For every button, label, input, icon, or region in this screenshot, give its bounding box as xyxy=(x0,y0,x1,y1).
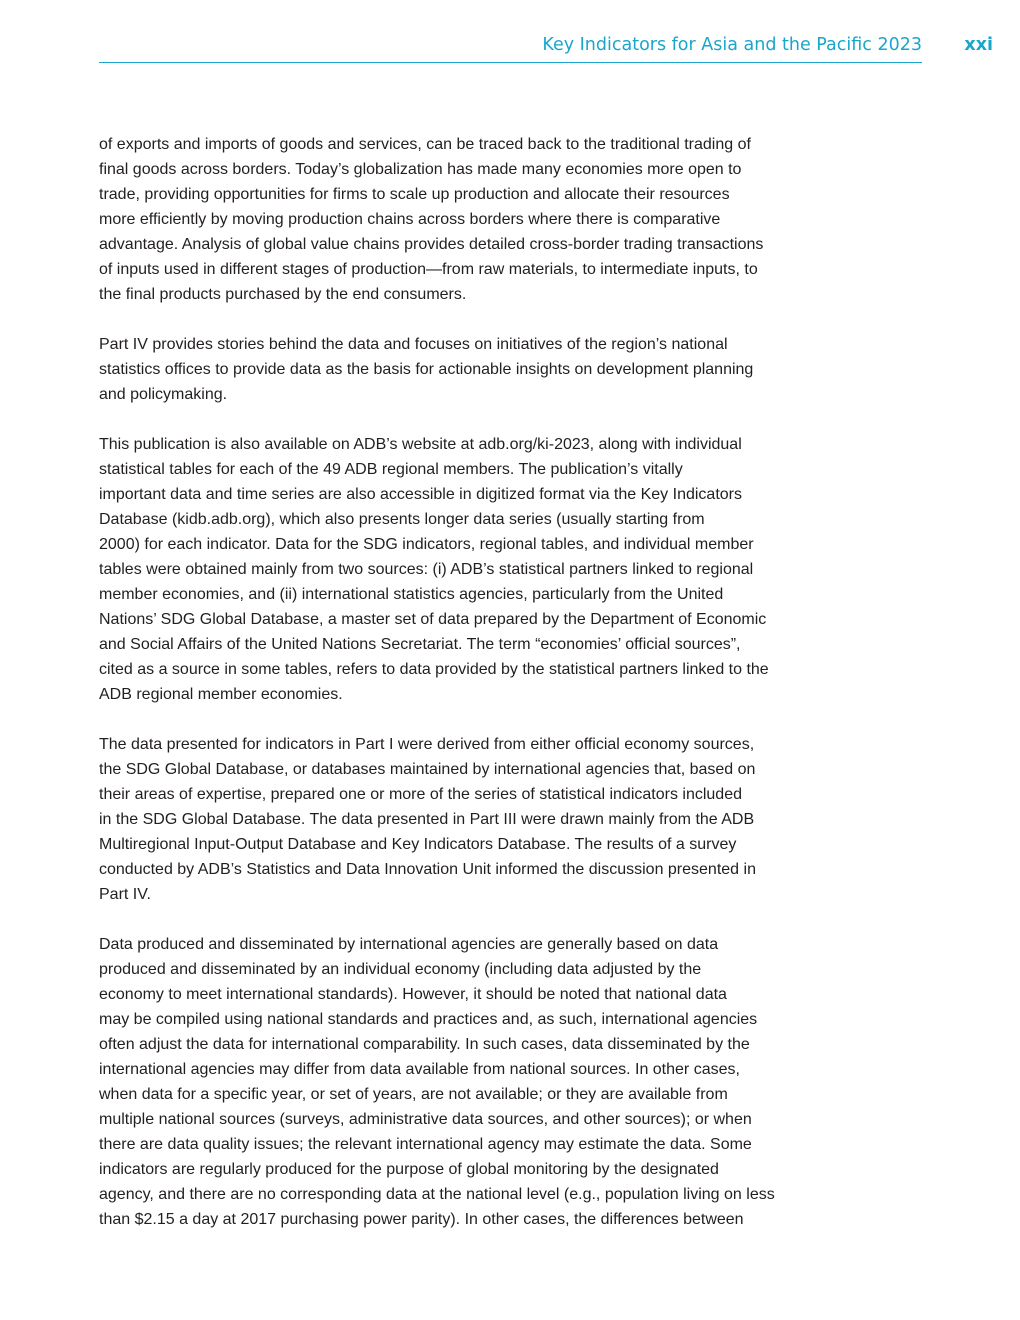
text-line: the SDG Global Database, or databases maintained by international agencies that, based on xyxy=(99,761,756,778)
text-line: statistics offices to provide data as the basis for actionable insights on development planning xyxy=(99,361,754,378)
text-line: Multiregional Input-Output Database and Key Indicators Database. The results of a survey xyxy=(99,836,737,853)
text-line: economy to meet international standards). However, it should be noted that national data xyxy=(99,986,727,1003)
text-line: cited as a source in some tables, refers to data provided by the statistical partners linked to the xyxy=(99,661,769,678)
text-line: 2000) for each indicator. Data for the SDG indicators, regional tables, and individual member xyxy=(99,536,754,553)
text-line: than $2.15 a day at 2017 purchasing power parity). In other cases, the differences between xyxy=(99,1211,744,1228)
text-line: produced and disseminated by an individual economy (including data adjusted by the xyxy=(99,961,702,978)
text-line: in the SDG Global Database. The data presented in Part III were drawn mainly from the ADB xyxy=(99,811,755,828)
paragraph xyxy=(99,132,809,307)
text-line: indicators are regularly produced for the purpose of global monitoring by the designated xyxy=(99,1161,719,1178)
paragraph xyxy=(99,432,809,707)
text-line: of exports and imports of goods and services, can be traced back to the traditional trading of xyxy=(99,136,751,153)
text-line: their areas of expertise, prepared one or more of the series of statistical indicators included xyxy=(99,786,742,803)
text-line: This publication is also available on ADB’s website at adb.org/ki-2023, along with individual xyxy=(99,436,742,453)
paragraph xyxy=(99,732,809,907)
text-line: and Social Affairs of the United Nations Secretariat. The term “economies’ official sources”, xyxy=(99,636,741,653)
header-divider xyxy=(99,62,922,63)
text-line: of inputs used in different stages of production—from raw materials, to intermediate inputs, to xyxy=(99,261,758,278)
text-line: the final products purchased by the end consumers. xyxy=(99,286,467,303)
text-line: statistical tables for each of the 49 ADB regional members. The publication’s vitally xyxy=(99,461,683,478)
running-header-title: Key Indicators for Asia and the Pacific 2023 xyxy=(542,35,922,55)
text-line: multiple national sources (surveys, administrative data sources, and other sources); or when xyxy=(99,1111,752,1128)
text-line: when data for a specific year, or set of years, are not available; or they are available from xyxy=(99,1086,728,1103)
text-line: ADB regional member economies. xyxy=(99,686,343,703)
text-line: The data presented for indicators in Part I were derived from either official economy sources, xyxy=(99,736,755,753)
body-text xyxy=(99,132,809,1257)
text-line: member economies, and (ii) international statistics agencies, particularly from the United xyxy=(99,586,724,603)
text-line: important data and time series are also accessible in digitized format via the Key Indicators xyxy=(99,486,742,503)
text-line: more efficiently by moving production chains across borders where there is comparative xyxy=(99,211,721,228)
text-line: and policymaking. xyxy=(99,386,228,403)
paragraph xyxy=(99,332,809,407)
paragraph xyxy=(99,932,809,1232)
text-line: trade, providing opportunities for firms to scale up production and allocate their resources xyxy=(99,186,730,203)
text-line: tables were obtained mainly from two sources: (i) ADB’s statistical partners linked to regional xyxy=(99,561,754,578)
text-line: international agencies may differ from data available from national sources. In other cases, xyxy=(99,1061,740,1078)
text-line: Database (kidb.adb.org), which also presents longer data series (usually starting from xyxy=(99,511,705,528)
text-line: advantage. Analysis of global value chains provides detailed cross-border trading transactions xyxy=(99,236,764,253)
text-line: often adjust the data for international comparability. In such cases, data disseminated by the xyxy=(99,1036,750,1053)
text-line: final goods across borders. Today’s globalization has made many economies more open to xyxy=(99,161,742,178)
text-line: may be compiled using national standards and practices and, as such, international agencies xyxy=(99,1011,758,1028)
text-line: Nations’ SDG Global Database, a master set of data prepared by the Department of Economic xyxy=(99,611,767,628)
text-line: agency, and there are no corresponding data at the national level (e.g., population living on less xyxy=(99,1186,775,1203)
page-number: xxi xyxy=(964,35,993,55)
text-line: Part IV. xyxy=(99,886,151,903)
text-line: there are data quality issues; the relevant international agency may estimate the data. Some xyxy=(99,1136,752,1153)
text-line: conducted by ADB’s Statistics and Data Innovation Unit informed the discussion presented in xyxy=(99,861,756,878)
text-line: Data produced and disseminated by international agencies are generally based on data xyxy=(99,936,719,953)
text-line: Part IV provides stories behind the data and focuses on initiatives of the region’s national xyxy=(99,336,728,353)
